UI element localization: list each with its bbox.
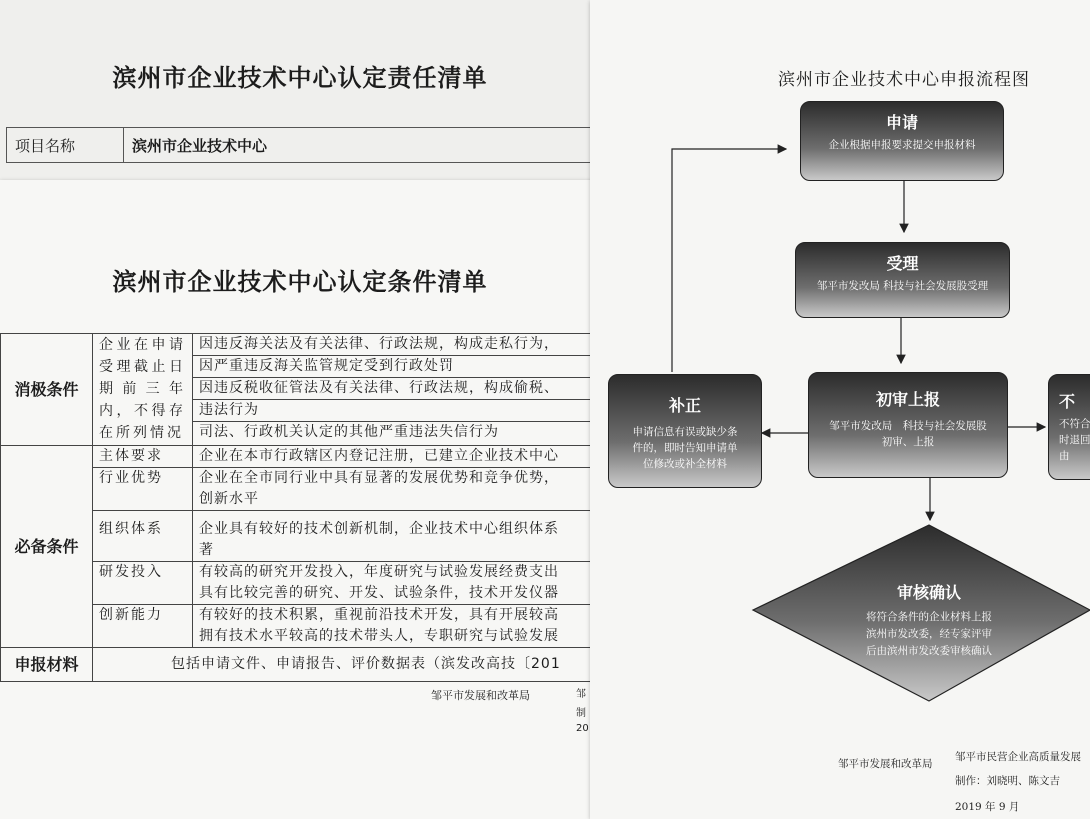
- conditions-table: [0, 333, 596, 682]
- node-reject-desc-line: 由: [1059, 450, 1070, 462]
- required-item-text: [193, 562, 597, 605]
- node-confirm-desc-line: 将符合条件的企业材料上报: [866, 611, 992, 623]
- node-supplement-desc-line: 申请信息有误或缺少条: [632, 426, 738, 438]
- flow-footer-date: 2019 年 9 月: [955, 801, 1020, 813]
- conditions-list-sheet: [0, 180, 596, 819]
- required-item-head: 研发投入: [93, 562, 193, 605]
- negative-category: 消极条件: [1, 334, 93, 446]
- node-supplement-desc-line: 件的，即时告知申请单: [632, 442, 738, 454]
- required-item-line: 企业具有较好的技术创新机制，企业技术中心组织体系: [199, 521, 559, 537]
- node-apply: [800, 101, 1004, 181]
- node-review-title: 初审上报: [875, 390, 940, 409]
- node-apply-title: 申请: [885, 113, 918, 132]
- negative-line: 因违反海关法及有关法律、行政法规，构成走私行为，: [193, 334, 597, 356]
- table-row: [1, 648, 597, 682]
- node-supplement-desc: [609, 424, 761, 472]
- node-review-desc: [809, 418, 1007, 450]
- required-item-text: [193, 511, 597, 562]
- flowchart-sheet: [590, 0, 1090, 819]
- node-apply-desc: 企业根据申报要求提交申报材料: [828, 139, 976, 151]
- required-item-text: [193, 468, 597, 511]
- node-reject-desc-line: 时退回: [1059, 434, 1090, 446]
- required-item-text: [193, 605, 597, 648]
- required-item-head: 组织体系: [93, 511, 193, 562]
- table-row: [7, 128, 601, 163]
- materials-text: 包括申请文件、申请报告、评价数据表（滨发改高技〔201: [93, 648, 597, 682]
- node-confirm-desc-line: 后由滨州市发改委审核确认: [866, 645, 992, 657]
- required-item-line: 具有比较完善的研究、开发、试验条件，技术开发仪器: [199, 585, 559, 601]
- required-item-line: 著: [199, 542, 214, 558]
- conditions-footer-org: 邹平市发展和改革局: [431, 689, 530, 702]
- arrow-supplement-to-apply: [672, 149, 786, 372]
- materials-category: 申报材料: [1, 648, 93, 682]
- node-supplement: [608, 374, 762, 488]
- node-accept: [795, 242, 1010, 318]
- node-accept-title: 受理: [886, 254, 919, 273]
- node-confirm-title: 审核确认: [896, 583, 961, 602]
- negative-line: 因违反税收征管法及有关法律、行政法规，构成偷税、: [193, 378, 597, 400]
- negative-line: 违法行为: [193, 400, 597, 422]
- node-review-desc-line: 邹平市发改局 科技与社会发展股: [829, 420, 987, 432]
- flowchart-title: 滨州市企业技术中心申报流程图: [778, 70, 1030, 90]
- conditions-footer-cut: 制: [576, 708, 586, 719]
- conditions-footer-cut: 20: [576, 723, 589, 734]
- required-item-text: 企业在本市行政辖区内登记注册，已建立企业技术中心: [193, 446, 597, 468]
- node-review-desc-line: 初审、上报: [881, 436, 935, 448]
- negative-line: 因严重违反海关监管规定受到行政处罚: [193, 356, 597, 378]
- flow-footer-org2: 邹平市民营企业高质量发展: [955, 751, 1081, 763]
- node-confirm-desc-line: 滨州市发改委，经专家评审: [866, 628, 992, 640]
- required-item-head: 创新能力: [93, 605, 193, 648]
- flow-footer-org: 邹平市发展和改革局: [838, 758, 933, 770]
- responsibility-list-sheet: [0, 0, 600, 200]
- table-row: [1, 446, 597, 468]
- conditions-list-title: 滨州市企业技术中心认定条件清单: [112, 268, 488, 296]
- required-category: 必备条件: [1, 446, 93, 648]
- flow-footer-author: 制作：刘晓明、陈文吉: [955, 775, 1060, 787]
- node-reject-desc: [1059, 416, 1090, 464]
- project-name-value: 滨州市企业技术中心: [124, 128, 601, 163]
- project-name-label: 项目名称: [7, 128, 124, 163]
- required-item-line: 企业在全市同行业中具有显著的发展优势和竞争优势，: [199, 470, 559, 486]
- required-item-head: 行业优势: [93, 468, 193, 511]
- node-reject-desc-line: 不符合: [1059, 418, 1090, 430]
- node-confirm-desc: [803, 609, 1055, 660]
- negative-scope: 企业在申请受理截止日期前三年内，不得存在所列情况: [93, 334, 193, 446]
- required-item-head: 主体要求: [93, 446, 193, 468]
- required-item-line: 创新水平: [199, 491, 259, 507]
- node-accept-desc: 邹平市发改局 科技与社会发展股受理: [816, 280, 989, 292]
- negative-line: 司法、行政机关认定的其他严重违法失信行为: [193, 422, 597, 446]
- node-supplement-desc-line: 位修改或补全材料: [643, 458, 727, 470]
- responsibility-list-title: 滨州市企业技术中心认定责任清单: [112, 64, 488, 92]
- required-item-line: 拥有技术水平较高的技术带头人，专职研究与试验发展: [199, 628, 559, 644]
- node-reject-title: 不: [1059, 392, 1076, 411]
- conditions-footer-cut: 邹: [576, 689, 586, 700]
- node-review: [808, 372, 1008, 478]
- table-row: [1, 334, 597, 356]
- required-item-line: 有较高的研究开发投入，年度研究与试验发展经费支出: [199, 564, 559, 580]
- node-confirm: [803, 580, 1055, 660]
- node-reject: [1048, 374, 1090, 480]
- node-supplement-title: 补正: [668, 396, 701, 415]
- responsibility-table: [6, 127, 600, 163]
- required-item-line: 有较好的技术积累，重视前沿技术开发，具有开展较高: [199, 607, 559, 623]
